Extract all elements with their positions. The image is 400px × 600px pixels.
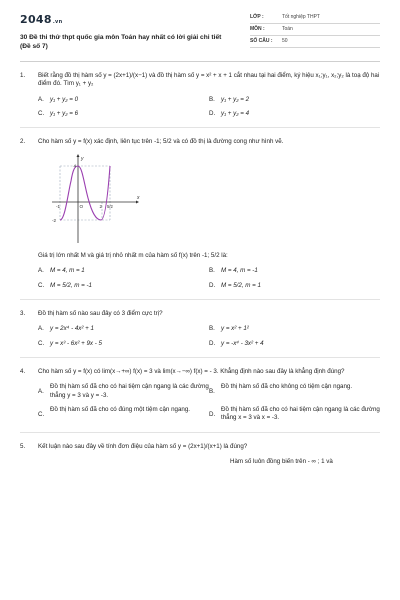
graph-label-x: x (137, 194, 140, 201)
question-3 (20, 300, 380, 358)
meta-row-subject (250, 24, 380, 36)
option-a[interactable]: A. M = 4, m = 1 (38, 267, 85, 275)
meta-value: Tốt nghiệp THPT (282, 14, 320, 21)
question-number: 2. (20, 138, 26, 146)
option-d[interactable]: D. y = -x⁴ - 3x² + 4 (209, 339, 264, 347)
question-text: Kết luận nào sau đây về tính đơn điệu của hàm số y = (2x+1)/(x+1) là đúng? (38, 442, 248, 450)
function-graph (38, 153, 148, 248)
answer-options (38, 383, 380, 422)
graph-svg (38, 153, 148, 248)
option-b[interactable]: B. y₁ + y₂ = 2 (209, 95, 250, 103)
meta-key: MÔN : (250, 26, 265, 33)
question-5 (20, 433, 380, 465)
graph-label-4: 4 (73, 163, 77, 169)
graph-label-origin: O (79, 203, 84, 209)
graph-label-neg1: -1 (56, 203, 61, 209)
option-a[interactable]: A. y₁ + y₂ = 0 (38, 95, 79, 103)
question-text: Cho hàm số y = f(x) có lim(x→+∞) f(x) = 3 và lim(x→−∞) f(x) = - 3. Khẳng định nào sau đây là khẳng định đúng? (38, 367, 345, 375)
question-list (0, 62, 400, 465)
question-number: 5. (20, 442, 26, 450)
answer-options (38, 96, 380, 119)
answer-options (38, 267, 380, 290)
site-logo[interactable]: 2048.vn (20, 13, 63, 26)
question-4 (20, 358, 380, 433)
option-b[interactable]: B. Đồ thị hàm số đã cho không có tiệm cận ngang. (209, 383, 353, 396)
meta-value: 50 (282, 38, 288, 45)
option-d[interactable]: D. M = 5/2, m = 1 (209, 281, 261, 289)
graph-label-y: y (81, 155, 84, 162)
meta-row-count (250, 36, 380, 48)
page-header (0, 0, 400, 62)
option-b[interactable]: B. y = x² + 1² (209, 325, 249, 333)
option-a[interactable]: A. y = 2x⁴ - 4x² + 1 (38, 325, 94, 333)
question-1 (20, 62, 380, 128)
graph-label-2: 2 (99, 203, 103, 209)
meta-value: Toán (282, 26, 293, 33)
page-title: 30 Đề thi thử thpt quốc gia môn Toán hay nhất có lời giải chi tiết (Đề số 7) (20, 33, 222, 51)
option-c[interactable]: C. y = x³ - 6x² + 9x - 5 (38, 339, 102, 347)
meta-key: LỚP : (250, 14, 264, 21)
function-curve (60, 166, 110, 220)
option-c[interactable]: C. Đồ thị hàm số đã cho có đúng một tiệm cận ngang. (38, 406, 190, 419)
y-axis-arrow (77, 154, 80, 157)
question-text: Biết rằng đồ thị hàm số y = (2x+1)/(x−1) và đồ thị hàm số y = x² + x + 1 cắt nhau tại hai điểm, ký hiệu x₁;y₁, x₂;y₂ là toạ độ hai điểm đó. Tìm y₁ + y₂ (38, 72, 380, 88)
graph-label-neg2: -2 (52, 217, 57, 223)
meta-key: SỐ CÂU : (250, 38, 273, 45)
answer-options (38, 325, 380, 348)
question-text: Cho hàm số y = f(x) xác định, liên tục trên -1; 5/2 và có đồ thị là đường cong như hình vẽ. (38, 138, 284, 146)
option-c[interactable]: C. M = 5/2, m = -1 (38, 281, 92, 289)
option-d[interactable]: D. Đồ thị hàm số đã cho có hai tiệm cận ngang là các đường thẳng x = 3 và x = -3. (209, 406, 380, 422)
question-text: Đồ thị hàm số nào sau đây có 3 điểm cực trị? (38, 309, 163, 317)
exam-meta (250, 12, 380, 48)
question-number: 4. (20, 367, 26, 375)
meta-row-class (250, 12, 380, 24)
option-b[interactable]: B. M = 4, m = -1 (209, 267, 258, 275)
option-d[interactable]: D. y₁ + y₂ = 4 (209, 110, 250, 118)
option-c[interactable]: C. y₁ + y₂ = 6 (38, 110, 79, 118)
option-a[interactable]: A. Đồ thị hàm số đã cho có hai tiệm cận ngang là các đường thẳng y = 3 và y = -3. (38, 383, 209, 399)
question-2 (20, 128, 380, 299)
question-followup-text: Giá trị lớn nhất M và giá trị nhỏ nhất m của hàm số f(x) trên -1; 5/2 là: (38, 251, 228, 259)
question-number: 1. (20, 72, 26, 79)
option-b-partial[interactable]: Hàm số luôn đồng biến trên - ∞ ; 1 và (230, 457, 333, 465)
question-number: 3. (20, 309, 26, 317)
graph-label-52: 5/2 (107, 203, 113, 209)
